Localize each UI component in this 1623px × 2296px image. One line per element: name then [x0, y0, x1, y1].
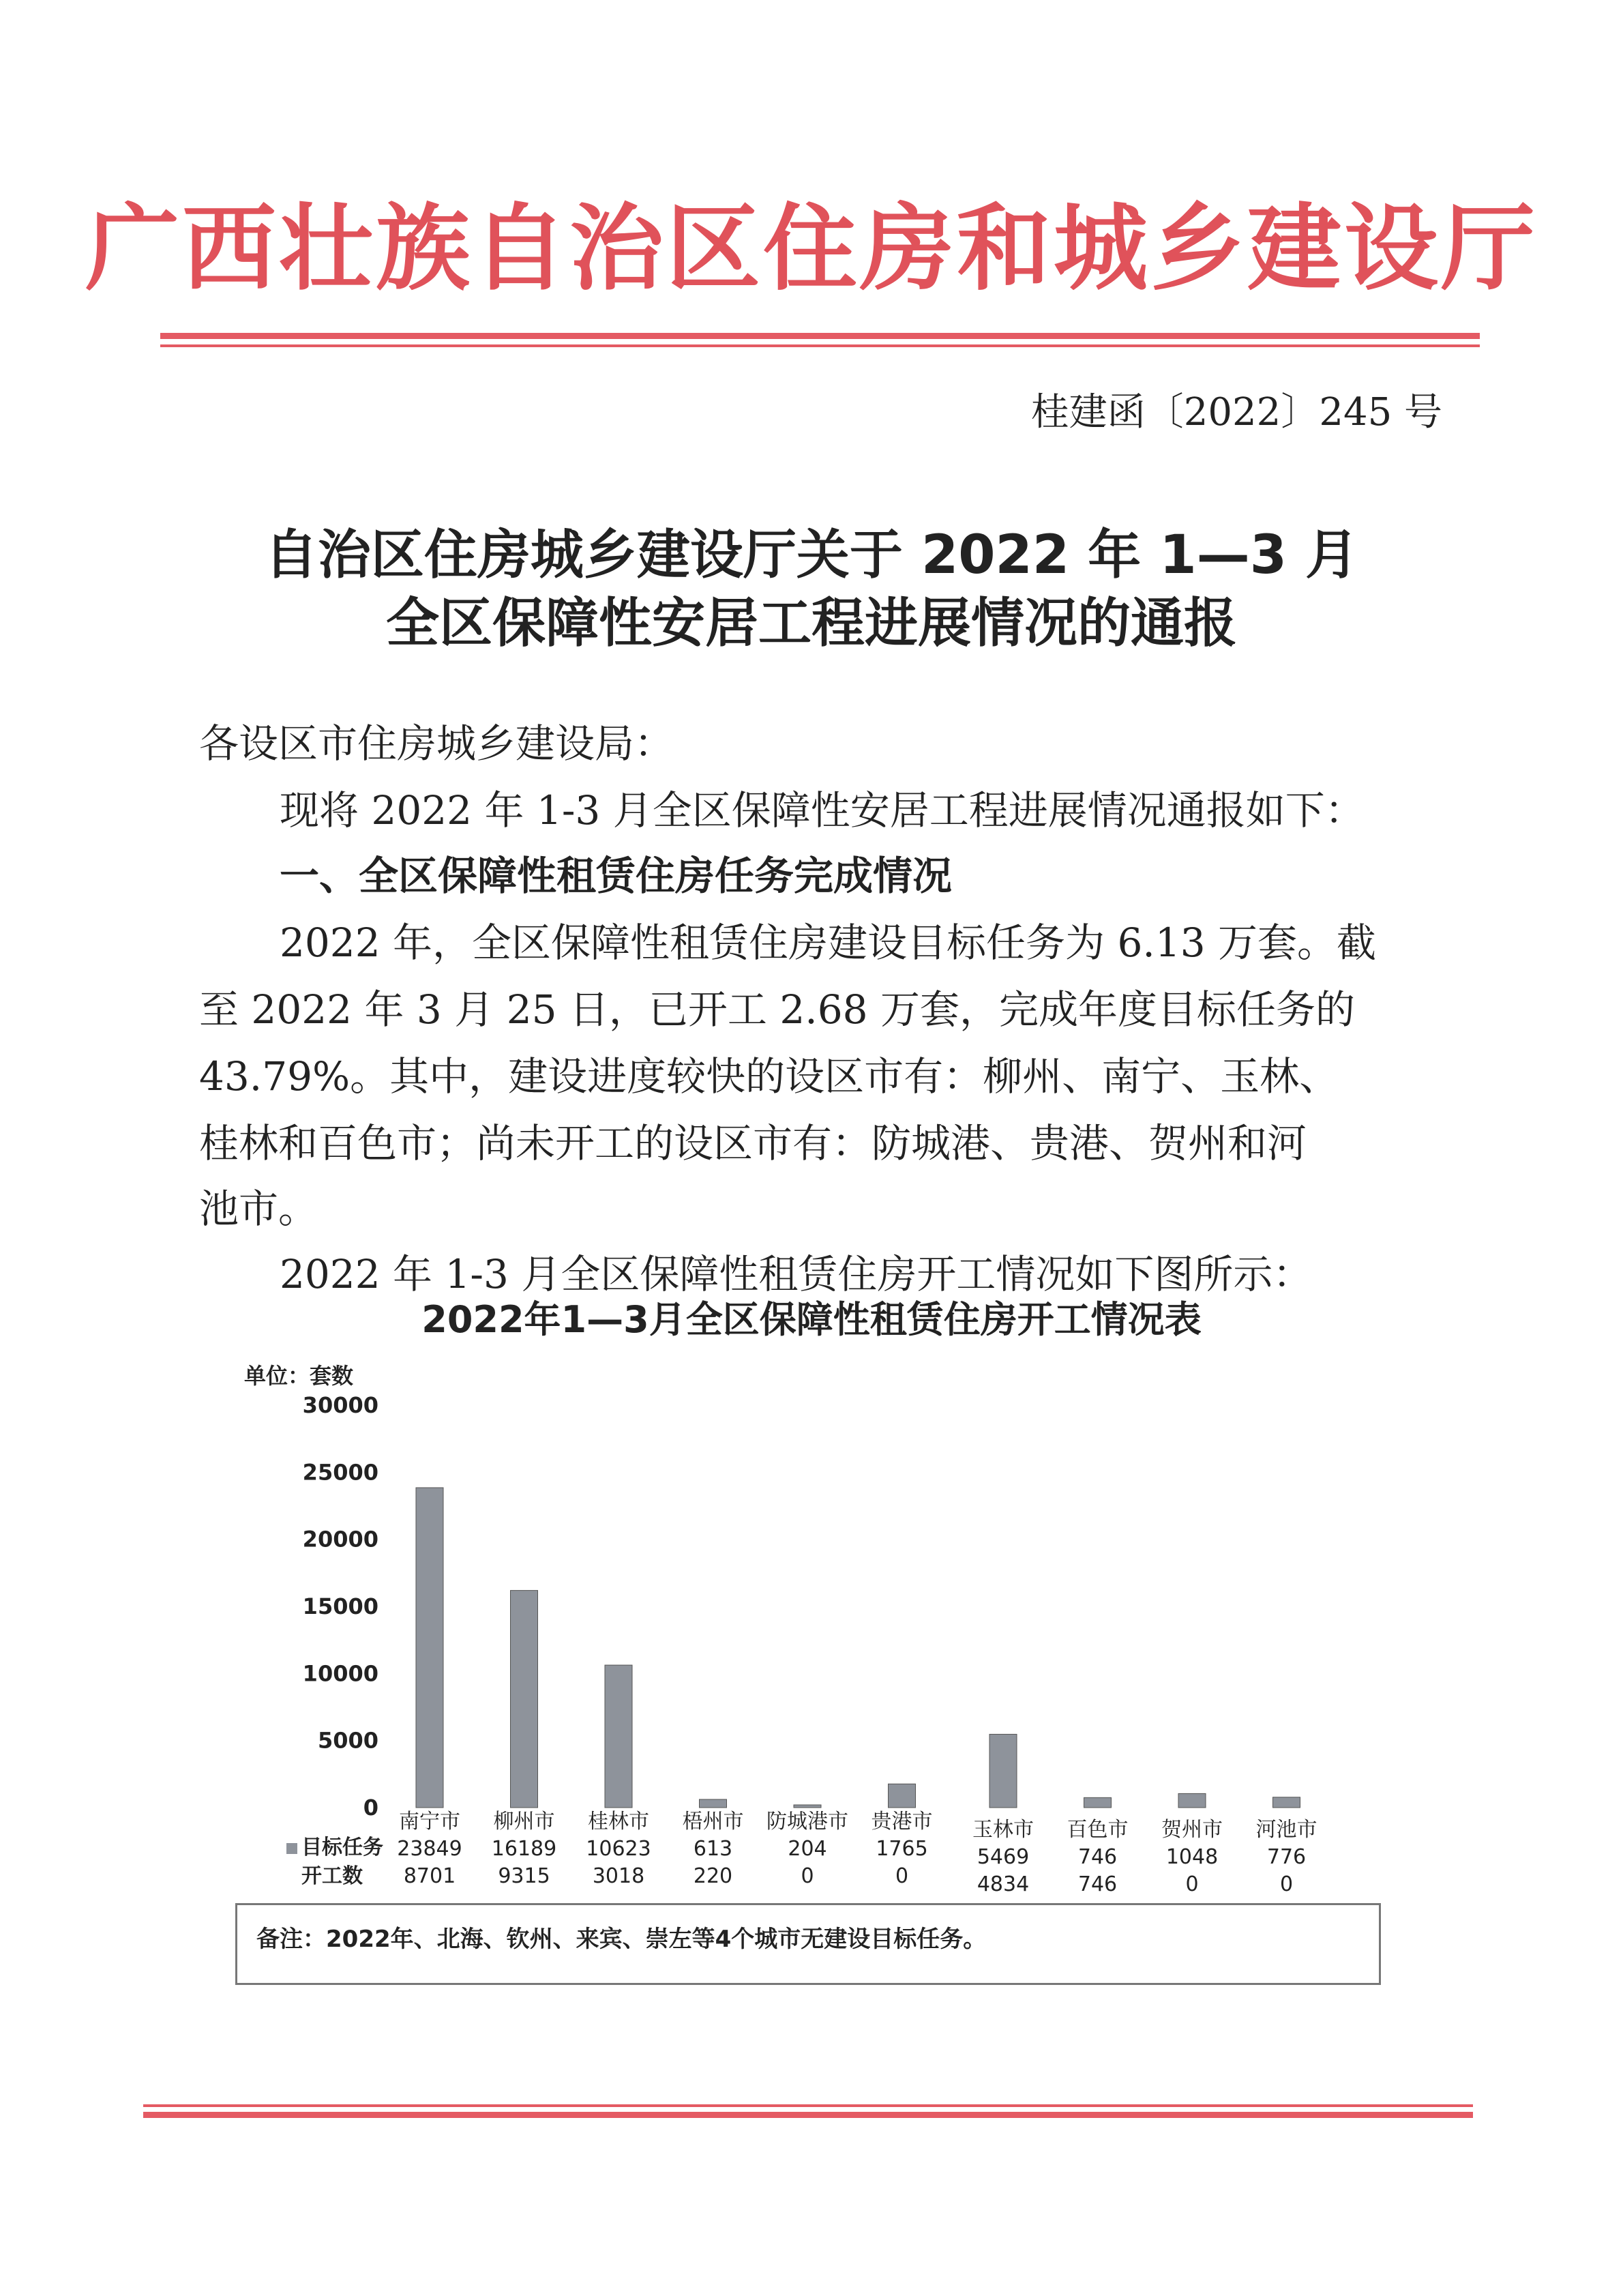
bar-target-4 — [794, 1805, 821, 1808]
chart-unit-label: 单位：套数 — [244, 1363, 354, 1389]
agency-letterhead: 广西壮族自治区住房和城乡建设厅 — [85, 194, 1538, 304]
chart-title: 2022年1—3月全区保障性租赁住房开工情况表 — [421, 1298, 1202, 1341]
value-target: 23849 — [397, 1837, 462, 1861]
chart-note: 备注：2022年、北海、钦州、来宾、崇左等4个城市无建设目标任务。 — [256, 1926, 987, 1953]
category-label: 桂林市 — [588, 1810, 649, 1834]
section-1-heading: 一、全区保障性租赁住房任务完成情况 — [280, 853, 953, 899]
value-target: 746 — [1077, 1845, 1118, 1869]
category-label: 南宁市 — [399, 1810, 460, 1834]
y-tick-label: 30000 — [302, 1392, 378, 1418]
y-tick-label: 15000 — [302, 1593, 378, 1619]
value-started: 4834 — [977, 1872, 1030, 1896]
value-target: 5469 — [977, 1845, 1030, 1869]
chart-note-box — [235, 1903, 1381, 1985]
category-label: 防城港市 — [766, 1810, 848, 1834]
para-1-line-4: 桂林和百色市；尚未开工的设区市有：防城港、贵港、贺州和河 — [199, 1120, 1307, 1166]
category-label: 梧州市 — [682, 1810, 744, 1834]
value-started: 0 — [895, 1864, 909, 1888]
legend-label-target: 目标任务 — [301, 1836, 383, 1859]
value-target: 1048 — [1165, 1845, 1219, 1869]
category-label: 柳州市 — [493, 1810, 555, 1834]
para-1-line-2: 至 2022 年 3 月 25 日，已开工 2.68 万套，完成年度目标任务的 — [199, 986, 1355, 1033]
category-label: 贵港市 — [871, 1810, 933, 1834]
y-tick-label: 20000 — [302, 1526, 378, 1552]
document-title-line-1: 自治区住房城乡建设厅关于 2022 年 1—3 月 — [264, 525, 1359, 586]
value-started: 0 — [1279, 1872, 1294, 1896]
y-tick-label: 25000 — [302, 1459, 378, 1486]
y-tick-label: 0 — [363, 1795, 378, 1821]
bar-target-7 — [1084, 1797, 1112, 1808]
value-target: 16189 — [491, 1837, 557, 1861]
bar-target-5 — [889, 1784, 916, 1808]
para-1-line-3: 43.79%。其中，建设进度较快的设区市有：柳州、南宁、玉林、 — [199, 1053, 1339, 1100]
value-started: 746 — [1077, 1872, 1118, 1896]
value-started: 220 — [693, 1864, 733, 1888]
bar-target-2 — [605, 1665, 632, 1808]
legend-label-started: 开工数 — [301, 1864, 363, 1888]
y-tick-label: 10000 — [302, 1660, 378, 1687]
intro-paragraph: 现将 2022 年 1-3 月全区保障性安居工程进展情况通报如下： — [280, 787, 1365, 834]
value-target: 204 — [788, 1837, 827, 1861]
para-1-line-1: 2022 年，全区保障性租赁住房建设目标任务为 6.13 万套。截 — [280, 919, 1377, 966]
value-started: 8701 — [403, 1864, 456, 1888]
document-title-line-2: 全区保障性安居工程进展情况的通报 — [385, 593, 1237, 654]
value-started: 3018 — [592, 1864, 645, 1888]
y-tick-label: 5000 — [317, 1727, 378, 1754]
category-label: 玉林市 — [972, 1818, 1034, 1842]
footer-rule-thin — [143, 2104, 1473, 2107]
category-label: 百色市 — [1067, 1818, 1129, 1842]
chart-intro: 2022 年 1-3 月全区保障性租赁住房开工情况如下图所示： — [280, 1251, 1313, 1297]
category-label: 贺州市 — [1161, 1818, 1223, 1842]
value-started: 9315 — [498, 1864, 550, 1888]
value-target: 10623 — [586, 1837, 651, 1861]
para-1-line-5: 池市。 — [199, 1186, 318, 1232]
footer-rule-thick — [143, 2112, 1473, 2118]
bar-target-1 — [511, 1591, 538, 1808]
bar-target-6 — [989, 1734, 1017, 1808]
value-started: 0 — [801, 1864, 814, 1888]
document-number: 桂建函〔2022〕245 号 — [1030, 390, 1442, 435]
bar-target-0 — [416, 1488, 443, 1808]
value-target: 1765 — [876, 1837, 928, 1861]
category-label: 河池市 — [1255, 1818, 1317, 1842]
salutation: 各设区市住房城乡建设局： — [199, 720, 674, 767]
bar-target-9 — [1273, 1797, 1300, 1808]
bar-target-8 — [1178, 1793, 1206, 1808]
value-target: 613 — [693, 1837, 733, 1861]
legend-swatch — [286, 1843, 297, 1854]
bar-target-3 — [700, 1799, 727, 1808]
value-target: 776 — [1266, 1845, 1307, 1869]
value-started: 0 — [1185, 1872, 1199, 1896]
